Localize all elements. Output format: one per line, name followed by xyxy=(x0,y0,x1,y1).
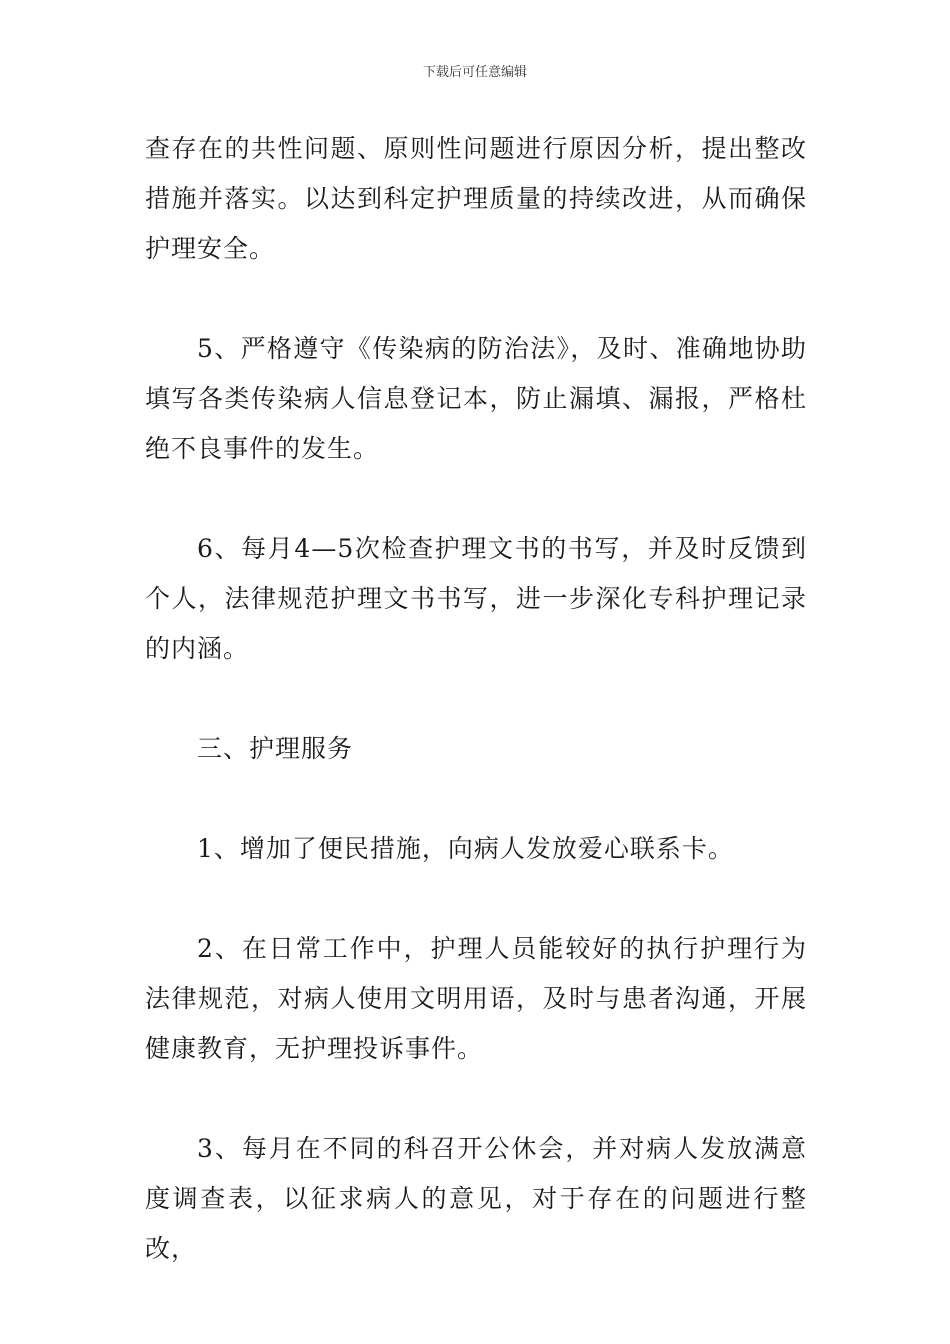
paragraph-gap xyxy=(145,874,807,924)
paragraph-gap xyxy=(145,274,807,324)
paragraph-gap xyxy=(145,1074,807,1124)
paragraph-item-6: 6、每月4—5次检查护理文书的书写，并及时反馈到个人，法律规范护理文书书写，进一步深化专科护理记录的内涵。 xyxy=(145,534,807,663)
paragraph-item-5: 5、严格遵守《传染病的防治法》，及时、准确地协助填写各类传染病人信息登记本，防止漏填、漏报，严格杜绝不良事件的发生。 xyxy=(145,334,807,463)
paragraph-continuation: 查存在的共性问题、原则性问题进行原因分析，提出整改措施并落实。以达到科定护理质量的持续改进，从而确保护理安全。 xyxy=(145,134,807,263)
paragraph-service-3: 3、每月在不同的科召开公休会，并对病人发放满意度调查表，以征求病人的意见，对于存在的问题进行整改， xyxy=(145,1134,807,1263)
paragraph-service-1: 1、增加了便民措施，向病人发放爱心联系卡。 xyxy=(197,834,734,863)
paragraph-service-2: 2、在日常工作中，护理人员能较好的执行护理行为法律规范，对病人使用文明用语，及时与患者沟通，开展健康教育，无护理投诉事件。 xyxy=(145,934,807,1063)
paragraph-gap xyxy=(145,774,807,824)
paragraph-gap xyxy=(145,674,807,724)
paragraph-gap xyxy=(145,474,807,524)
section-heading-nursing-service: 三、护理服务 xyxy=(197,734,354,763)
page-header: 下载后可任意编辑 xyxy=(422,65,527,80)
document-body xyxy=(145,124,807,1274)
